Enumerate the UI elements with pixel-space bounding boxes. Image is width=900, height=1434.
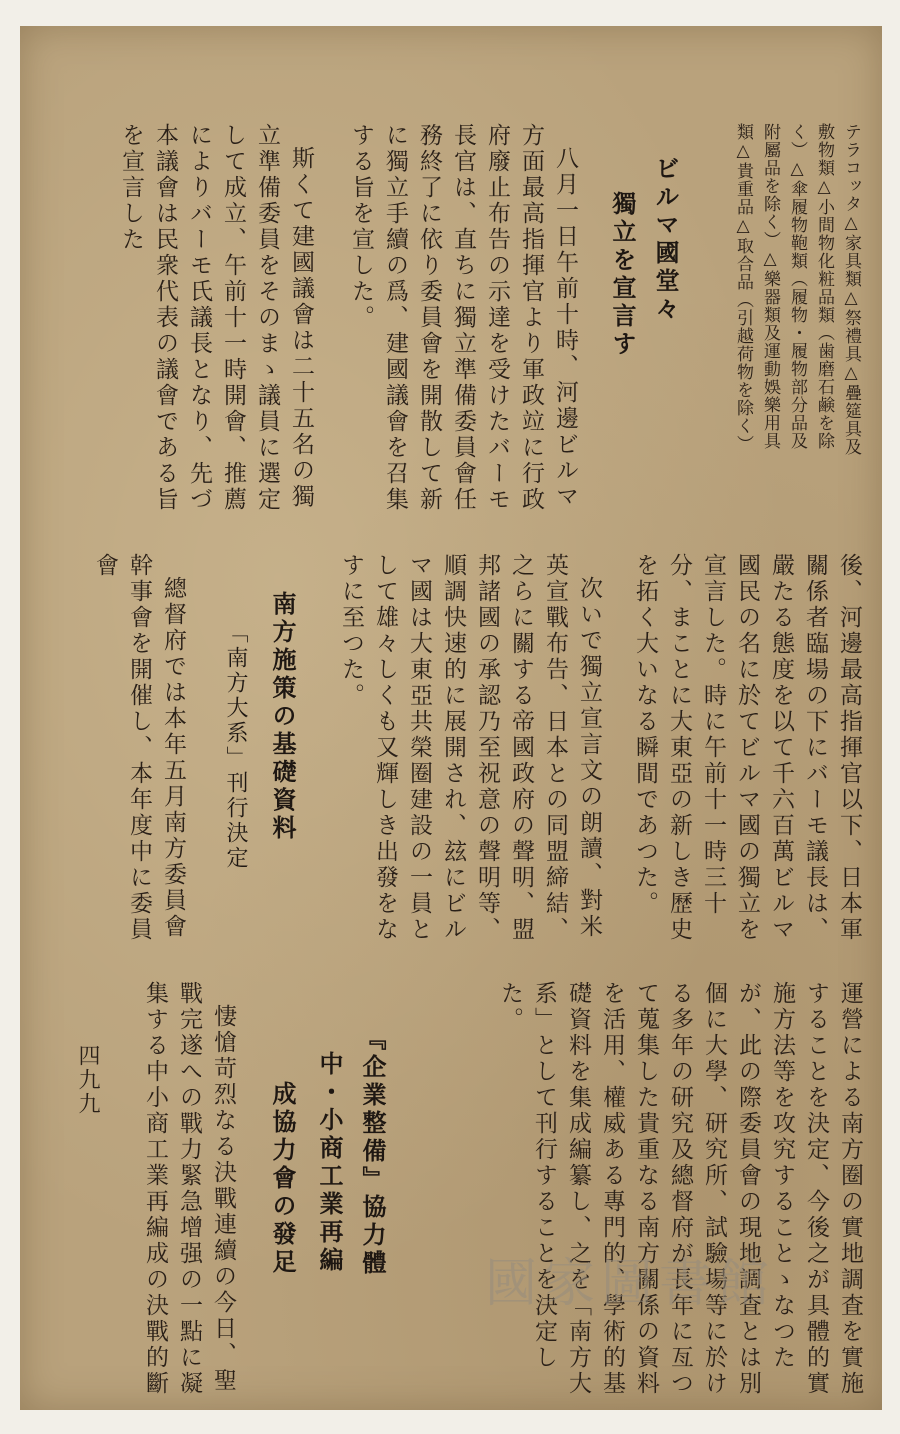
section-subtitle-nanpo: 「南方大系」刊行決定 (223, 621, 248, 871)
paragraph-text: 運營による南方圈の實地調査を實施することを決定、今後之が具體的實施方法等を攻究することゝなつたが、此の際委員會の現地調査とは別個に大學、研究所、試驗場等に於ける多年の研究及總督府が長年に亙つて蒐集した貴重なる南方關係の資料を活用、權威ある專門的、學術的基礎資料を集成編纂し、之を「南方大系」として刊行することを決定した。 (497, 981, 863, 1397)
nanpo-paragraph-1 (92, 553, 190, 961)
list-line: 敷物類△小間物化粧品類（歯磨石鹸を除 (814, 123, 834, 450)
section-subtitle-burma: 獨立を宣言す (608, 191, 637, 359)
paragraph-text: 次いで獨立宣言文の朗讀、對米英宣戰布告、日本との同盟締結、之らに關する帝國政府の聲明、盟邦諸國の承認乃至祝意の聲明等、順調快速的に展開され、玆にビルマ國は大東亞共榮圈建設の一員として雄々しくも又輝しき出發をなすに至つた。 (338, 553, 602, 943)
section-title-nanpo: 南方施策の基礎資料 (268, 591, 297, 843)
list-line: 附屬品を除く）△樂器類及運動娛樂用具 (760, 123, 780, 450)
list-continuation (714, 123, 864, 543)
section-title-burma: ビルマ國堂々 (651, 156, 680, 324)
section-subtitle-kigyo-2: 成協力會の發足 (268, 1081, 297, 1277)
library-watermark: 國家圖書館 (484, 1254, 775, 1314)
burma-paragraph-4 (310, 553, 606, 961)
paragraph-text: 總督府では本年五月南方委員會幹事會を開催し、本年度中に委員會 (92, 553, 186, 943)
burma-paragraph-3 (610, 553, 866, 961)
section-title-kigyo: 『企業整備』協力體 (358, 1026, 387, 1278)
paragraph-text: 後、河邊最高指揮官以下、日本軍關係者臨場の下にバーモ議長は、嚴たる態度を以て千六百萬ビルマ國民の名に於てビルマ國の獨立を宣言した。時に午前十一時三十分、まことに大東亞の新しき歷史を拓く大いなる瞬間であつた。 (632, 553, 862, 943)
burma-paragraph-1 (320, 123, 582, 535)
page-number: 四九九 (75, 1044, 100, 1116)
paragraph-text: 斯くて建國議會は二十五名の獨立準備委員をそのまゝ議員に選定して成立、午前十一時開會、推薦によりバーモ氏議長となり、先づ本議會は民衆代表の議會である旨を宣言した (118, 123, 314, 513)
book-page (20, 26, 882, 1410)
section-subtitle-kigyo: 中・小商工業再編 (315, 1051, 344, 1275)
burma-paragraph-2 (112, 123, 318, 535)
kigyo-paragraph-1 (140, 981, 240, 1401)
paragraph-text: 悽愴苛烈なる決戰連續の今日、聖戰完遂への戰力緊急增强の一點に凝集する中小商工業再編成の決戰的斷 (142, 981, 236, 1397)
nanpo-paragraph-2 (435, 981, 867, 1401)
list-line: く）△傘履物鞄類（履物・履物部分品及 (787, 123, 807, 450)
list-line: テラコッタ△家具類△祭禮具△疊筵具及 (841, 123, 861, 456)
list-line: 類△貴重品△取合品（引越荷物を除く） (733, 123, 753, 453)
paragraph-text: 八月一日午前十時、河邊ビルマ方面最高指揮官より軍政竝に行政府廢止布告の示達を受けたバーモ長官は、直ちに獨立準備委員會任務終了に依り委員會を開散して新に獨立手續の爲、建國議會を召集する旨を宣した。 (348, 123, 578, 513)
